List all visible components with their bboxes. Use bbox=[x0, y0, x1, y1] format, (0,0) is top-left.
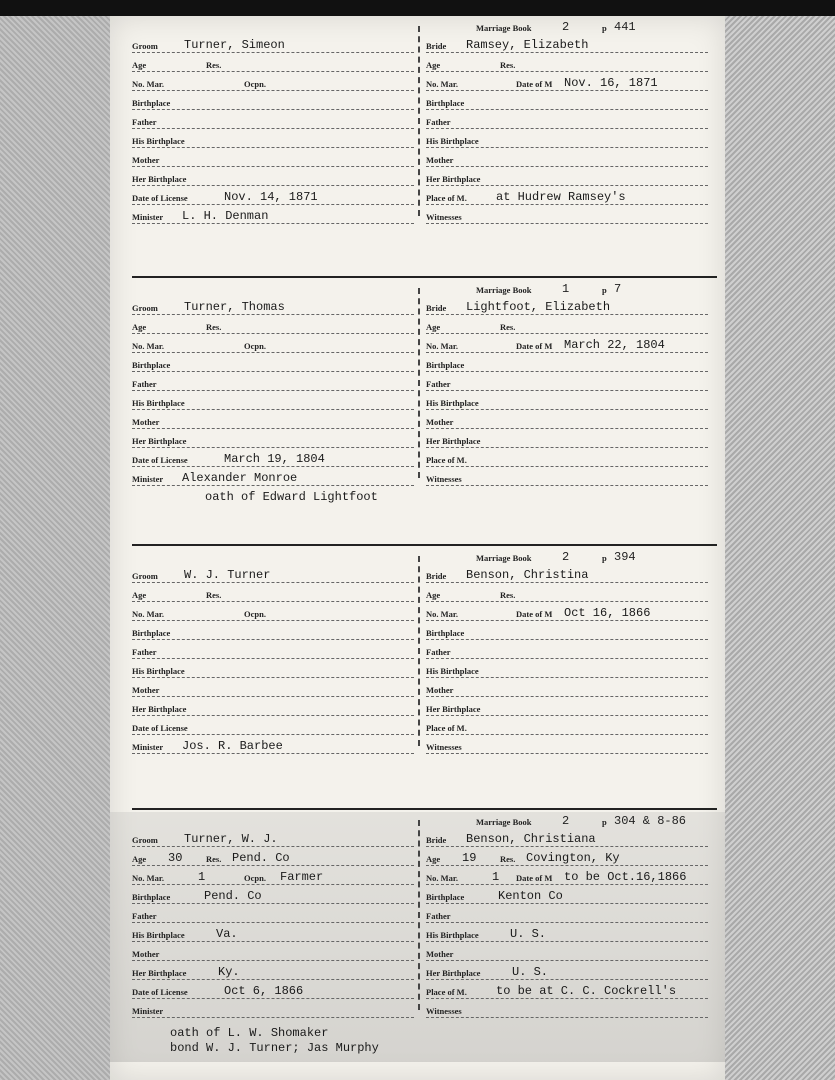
groom-father-label: Father bbox=[132, 117, 157, 127]
bride-column bbox=[426, 548, 708, 754]
groom-res-label: Res. bbox=[206, 322, 222, 332]
bride-father-line bbox=[426, 372, 708, 391]
scan-top-edge bbox=[0, 0, 835, 16]
groom-name-label: Groom bbox=[132, 835, 158, 845]
bride-res-value: Covington, Ky bbox=[526, 851, 620, 865]
bride-name-label: Bride bbox=[426, 41, 447, 51]
groom-father-line bbox=[132, 640, 414, 659]
bride-no-mar-line bbox=[426, 602, 708, 621]
marriage-record bbox=[110, 18, 725, 273]
bride-column bbox=[426, 812, 708, 1018]
groom-his-birthplace-label: His Birthplace bbox=[132, 398, 185, 408]
bride-date-of-m-value: to be Oct.16,1866 bbox=[564, 870, 687, 884]
groom-name-line bbox=[132, 828, 414, 847]
groom-no-mar-label: No. Mar. bbox=[132, 341, 165, 351]
groom-birthplace-line bbox=[132, 353, 414, 372]
groom-ocpn-label: Ocpn. bbox=[244, 341, 266, 351]
bride-his-birthplace-line bbox=[426, 659, 708, 678]
bride-no-mar-label: No. Mar. bbox=[426, 79, 459, 89]
bride-date-of-m-value: Nov. 16, 1871 bbox=[564, 76, 658, 90]
groom-no-mar-value: 1 bbox=[198, 870, 206, 884]
bride-father-line bbox=[426, 110, 708, 129]
bride-date-of-m-label: Date of M bbox=[516, 341, 553, 351]
groom-father-label: Father bbox=[132, 379, 157, 389]
groom-date-of-license-label: Date of License bbox=[132, 455, 188, 465]
bride-age-label: Age bbox=[426, 590, 441, 600]
groom-date-of-license-label: Date of License bbox=[132, 723, 188, 733]
column-divider bbox=[418, 288, 420, 478]
bride-age-line bbox=[426, 315, 708, 334]
marriage-book-label: Marriage Book bbox=[476, 285, 532, 295]
bride-her-birthplace-label: Her Birthplace bbox=[426, 174, 481, 184]
groom-name-line bbox=[132, 564, 414, 583]
bride-birthplace-value: Kenton Co bbox=[498, 889, 563, 903]
bride-witnesses-line bbox=[426, 999, 708, 1018]
bride-witnesses-label: Witnesses bbox=[426, 212, 462, 222]
groom-ocpn-label: Ocpn. bbox=[244, 609, 266, 619]
bride-age-label: Age bbox=[426, 322, 441, 332]
bride-birthplace-line bbox=[426, 885, 708, 904]
bride-birthplace-line bbox=[426, 91, 708, 110]
page-label: p bbox=[602, 817, 607, 827]
bride-no-mar-line bbox=[426, 334, 708, 353]
groom-mother-label: Mother bbox=[132, 949, 160, 959]
bride-name-value: Benson, Christiana bbox=[466, 832, 596, 846]
bride-place-of-m-line bbox=[426, 980, 708, 999]
groom-her-birthplace-label: Her Birthplace bbox=[132, 704, 187, 714]
bride-date-of-m-value: Oct 16, 1866 bbox=[564, 606, 651, 620]
groom-no-mar-line bbox=[132, 602, 414, 621]
bride-birthplace-line bbox=[426, 353, 708, 372]
groom-no-mar-line bbox=[132, 72, 414, 91]
scan-right-margin bbox=[725, 0, 835, 1080]
scan-left-margin bbox=[0, 0, 110, 1080]
record-note: oath of Edward Lightfoot bbox=[205, 490, 378, 504]
bride-mother-line bbox=[426, 942, 708, 961]
marriage-book-value: 2 bbox=[562, 814, 570, 828]
groom-her-birthplace-label: Her Birthplace bbox=[132, 436, 187, 446]
groom-date-of-license-line bbox=[132, 980, 414, 999]
groom-res-label: Res. bbox=[206, 590, 222, 600]
groom-birthplace-line bbox=[132, 885, 414, 904]
marriage-book-label: Marriage Book bbox=[476, 23, 532, 33]
bride-name-line bbox=[426, 34, 708, 53]
bride-her-birthplace-line bbox=[426, 961, 708, 980]
groom-column bbox=[132, 828, 414, 1018]
bride-place-of-m-label: Place of M. bbox=[426, 723, 467, 733]
bride-column bbox=[426, 18, 708, 224]
groom-father-label: Father bbox=[132, 911, 157, 921]
groom-her-birthplace-label: Her Birthplace bbox=[132, 968, 187, 978]
bride-father-line bbox=[426, 904, 708, 923]
bride-place-of-m-value: at Hudrew Ramsey's bbox=[496, 190, 626, 204]
page-value: 304 & 8-86 bbox=[614, 814, 687, 828]
bride-no-mar-label: No. Mar. bbox=[426, 341, 459, 351]
groom-birthplace-line bbox=[132, 621, 414, 640]
groom-his-birthplace-label: His Birthplace bbox=[132, 930, 185, 940]
groom-age-label: Age bbox=[132, 322, 147, 332]
groom-name-label: Groom bbox=[132, 303, 158, 313]
bride-res-label: Res. bbox=[500, 322, 516, 332]
bride-date-of-m-label: Date of M bbox=[516, 609, 553, 619]
bride-his-birthplace-label: His Birthplace bbox=[426, 666, 479, 676]
groom-name-value: Turner, Simeon bbox=[184, 38, 285, 52]
groom-her-birthplace-line bbox=[132, 961, 414, 980]
bride-father-label: Father bbox=[426, 379, 451, 389]
groom-minister-label: Minister bbox=[132, 1006, 164, 1016]
bride-birthplace-line bbox=[426, 621, 708, 640]
bride-father-line bbox=[426, 640, 708, 659]
bride-date-of-m-label: Date of M bbox=[516, 79, 553, 89]
bride-birthplace-label: Birthplace bbox=[426, 360, 465, 370]
groom-date-of-license-value: Nov. 14, 1871 bbox=[224, 190, 318, 204]
bride-birthplace-label: Birthplace bbox=[426, 628, 465, 638]
groom-column bbox=[132, 564, 414, 754]
bride-place-of-m-line bbox=[426, 448, 708, 467]
groom-age-value: 30 bbox=[168, 851, 183, 865]
groom-birthplace-label: Birthplace bbox=[132, 892, 171, 902]
groom-mother-label: Mother bbox=[132, 155, 160, 165]
groom-ocpn-label: Ocpn. bbox=[244, 79, 266, 89]
bride-his-birthplace-label: His Birthplace bbox=[426, 136, 479, 146]
groom-name-value: W. J. Turner bbox=[184, 568, 271, 582]
groom-minister-value: Jos. R. Barbee bbox=[182, 739, 283, 753]
bride-place-of-m-label: Place of M. bbox=[426, 193, 467, 203]
groom-date-of-license-line bbox=[132, 448, 414, 467]
marriage-record bbox=[110, 280, 725, 535]
groom-age-line bbox=[132, 53, 414, 72]
groom-age-label: Age bbox=[132, 854, 147, 864]
groom-age-line bbox=[132, 583, 414, 602]
bride-mother-label: Mother bbox=[426, 155, 454, 165]
groom-no-mar-line bbox=[132, 334, 414, 353]
page-value: 441 bbox=[614, 20, 636, 34]
groom-birthplace-label: Birthplace bbox=[132, 360, 171, 370]
marriage-book-line bbox=[426, 812, 708, 828]
groom-no-mar-label: No. Mar. bbox=[132, 609, 165, 619]
groom-father-line bbox=[132, 372, 414, 391]
marriage-record bbox=[110, 548, 725, 803]
groom-no-mar-line bbox=[132, 866, 414, 885]
page-label: p bbox=[602, 23, 607, 33]
bride-date-of-m-value: March 22, 1804 bbox=[564, 338, 665, 352]
bride-father-label: Father bbox=[426, 647, 451, 657]
groom-age-label: Age bbox=[132, 590, 147, 600]
bride-place-of-m-label: Place of M. bbox=[426, 987, 467, 997]
groom-mother-line bbox=[132, 678, 414, 697]
groom-his-birthplace-label: His Birthplace bbox=[132, 666, 185, 676]
groom-his-birthplace-line bbox=[132, 391, 414, 410]
groom-no-mar-label: No. Mar. bbox=[132, 79, 165, 89]
bride-column bbox=[426, 280, 708, 486]
groom-name-label: Groom bbox=[132, 571, 158, 581]
bride-date-of-m-label: Date of M bbox=[516, 873, 553, 883]
marriage-book-label: Marriage Book bbox=[476, 817, 532, 827]
groom-mother-line bbox=[132, 148, 414, 167]
groom-his-birthplace-value: Va. bbox=[216, 927, 238, 941]
bride-mother-label: Mother bbox=[426, 417, 454, 427]
groom-name-label: Groom bbox=[132, 41, 158, 51]
groom-mother-label: Mother bbox=[132, 417, 160, 427]
bride-age-value: 19 bbox=[462, 851, 477, 865]
bride-name-value: Lightfoot, Elizabeth bbox=[466, 300, 611, 314]
bride-witnesses-label: Witnesses bbox=[426, 474, 462, 484]
bride-father-label: Father bbox=[426, 911, 451, 921]
page-label: p bbox=[602, 553, 607, 563]
bride-res-label: Res. bbox=[500, 60, 516, 70]
bride-witnesses-line bbox=[426, 205, 708, 224]
groom-father-label: Father bbox=[132, 647, 157, 657]
groom-her-birthplace-line bbox=[132, 697, 414, 716]
bride-witnesses-line bbox=[426, 467, 708, 486]
groom-column bbox=[132, 296, 414, 486]
bride-her-birthplace-value: U. S. bbox=[512, 965, 549, 979]
bride-mother-label: Mother bbox=[426, 685, 454, 695]
marriage-book-value: 1 bbox=[562, 282, 570, 296]
bride-birthplace-label: Birthplace bbox=[426, 98, 465, 108]
bride-name-label: Bride bbox=[426, 571, 447, 581]
bride-her-birthplace-line bbox=[426, 697, 708, 716]
groom-minister-line bbox=[132, 205, 414, 224]
bride-no-mar-label: No. Mar. bbox=[426, 609, 459, 619]
groom-birthplace-line bbox=[132, 91, 414, 110]
bride-place-of-m-line bbox=[426, 186, 708, 205]
marriage-book-label: Marriage Book bbox=[476, 553, 532, 563]
bride-witnesses-label: Witnesses bbox=[426, 742, 462, 752]
groom-birthplace-label: Birthplace bbox=[132, 98, 171, 108]
marriage-book-line bbox=[426, 548, 708, 564]
bride-no-mar-label: No. Mar. bbox=[426, 873, 459, 883]
column-divider bbox=[418, 26, 420, 216]
groom-father-line bbox=[132, 904, 414, 923]
bride-name-line bbox=[426, 564, 708, 583]
marriage-book-value: 2 bbox=[562, 550, 570, 564]
bride-name-line bbox=[426, 296, 708, 315]
bride-her-birthplace-label: Her Birthplace bbox=[426, 704, 481, 714]
bride-his-birthplace-label: His Birthplace bbox=[426, 398, 479, 408]
groom-mother-line bbox=[132, 942, 414, 961]
groom-date-of-license-value: March 19, 1804 bbox=[224, 452, 325, 466]
record-note: oath of L. W. Shomaker bbox=[170, 1026, 329, 1040]
groom-date-of-license-line bbox=[132, 186, 414, 205]
bride-age-line bbox=[426, 583, 708, 602]
groom-res-value: Pend. Co bbox=[232, 851, 290, 865]
groom-name-line bbox=[132, 34, 414, 53]
groom-date-of-license-label: Date of License bbox=[132, 193, 188, 203]
bride-his-birthplace-line bbox=[426, 391, 708, 410]
groom-ocpn-label: Ocpn. bbox=[244, 873, 266, 883]
bride-father-label: Father bbox=[426, 117, 451, 127]
bride-mother-line bbox=[426, 148, 708, 167]
bride-her-birthplace-label: Her Birthplace bbox=[426, 436, 481, 446]
groom-minister-value: Alexander Monroe bbox=[182, 471, 298, 485]
marriage-book-value: 2 bbox=[562, 20, 570, 34]
bride-name-value: Benson, Christina bbox=[466, 568, 589, 582]
groom-minister-line bbox=[132, 467, 414, 486]
bride-her-birthplace-label: Her Birthplace bbox=[426, 968, 481, 978]
bride-witnesses-label: Witnesses bbox=[426, 1006, 462, 1016]
bride-place-of-m-value: to be at C. C. Cockrell's bbox=[496, 984, 677, 998]
bride-age-label: Age bbox=[426, 60, 441, 70]
groom-minister-label: Minister bbox=[132, 474, 164, 484]
bride-his-birthplace-label: His Birthplace bbox=[426, 930, 479, 940]
groom-his-birthplace-line bbox=[132, 923, 414, 942]
groom-her-birthplace-line bbox=[132, 167, 414, 186]
groom-res-label: Res. bbox=[206, 60, 222, 70]
groom-his-birthplace-line bbox=[132, 129, 414, 148]
page-label: p bbox=[602, 285, 607, 295]
bride-name-value: Ramsey, Elizabeth bbox=[466, 38, 589, 52]
groom-minister-label: Minister bbox=[132, 212, 164, 222]
groom-name-value: Turner, Thomas bbox=[184, 300, 285, 314]
bride-name-line bbox=[426, 828, 708, 847]
bride-his-birthplace-line bbox=[426, 129, 708, 148]
bride-res-label: Res. bbox=[500, 854, 516, 864]
groom-no-mar-label: No. Mar. bbox=[132, 873, 165, 883]
groom-age-label: Age bbox=[132, 60, 147, 70]
marriage-book-line bbox=[426, 280, 708, 296]
bride-her-birthplace-line bbox=[426, 429, 708, 448]
groom-minister-line bbox=[132, 999, 414, 1018]
bride-res-label: Res. bbox=[500, 590, 516, 600]
groom-date-of-license-line bbox=[132, 716, 414, 735]
bride-mother-line bbox=[426, 678, 708, 697]
record-separator bbox=[132, 276, 717, 278]
page-value: 394 bbox=[614, 550, 636, 564]
column-divider bbox=[418, 556, 420, 746]
bride-witnesses-line bbox=[426, 735, 708, 754]
bride-no-mar-line bbox=[426, 866, 708, 885]
groom-mother-line bbox=[132, 410, 414, 429]
groom-age-line bbox=[132, 847, 414, 866]
bride-no-mar-line bbox=[426, 72, 708, 91]
bride-no-mar-value: 1 bbox=[492, 870, 500, 884]
record-note: bond W. J. Turner; Jas Murphy bbox=[170, 1041, 379, 1055]
bride-name-label: Bride bbox=[426, 835, 447, 845]
groom-birthplace-value: Pend. Co bbox=[204, 889, 262, 903]
groom-her-birthplace-label: Her Birthplace bbox=[132, 174, 187, 184]
groom-minister-line bbox=[132, 735, 414, 754]
bride-age-line bbox=[426, 53, 708, 72]
groom-res-label: Res. bbox=[206, 854, 222, 864]
groom-date-of-license-value: Oct 6, 1866 bbox=[224, 984, 304, 998]
groom-name-value: Turner, W. J. bbox=[184, 832, 278, 846]
groom-his-birthplace-line bbox=[132, 659, 414, 678]
groom-age-line bbox=[132, 315, 414, 334]
bride-his-birthplace-line bbox=[426, 923, 708, 942]
groom-mother-label: Mother bbox=[132, 685, 160, 695]
bride-his-birthplace-value: U. S. bbox=[510, 927, 547, 941]
bride-mother-line bbox=[426, 410, 708, 429]
column-divider bbox=[418, 820, 420, 1010]
bride-place-of-m-label: Place of M. bbox=[426, 455, 467, 465]
bride-mother-label: Mother bbox=[426, 949, 454, 959]
groom-name-line bbox=[132, 296, 414, 315]
groom-ocpn-value: Farmer bbox=[280, 870, 324, 884]
groom-her-birthplace-value: Ky. bbox=[218, 965, 240, 979]
groom-column bbox=[132, 34, 414, 224]
bride-birthplace-label: Birthplace bbox=[426, 892, 465, 902]
groom-her-birthplace-line bbox=[132, 429, 414, 448]
groom-birthplace-label: Birthplace bbox=[132, 628, 171, 638]
bride-age-label: Age bbox=[426, 854, 441, 864]
bride-her-birthplace-line bbox=[426, 167, 708, 186]
groom-his-birthplace-label: His Birthplace bbox=[132, 136, 185, 146]
bride-age-line bbox=[426, 847, 708, 866]
groom-minister-value: L. H. Denman bbox=[182, 209, 269, 223]
groom-date-of-license-label: Date of License bbox=[132, 987, 188, 997]
marriage-book-line bbox=[426, 18, 708, 34]
record-separator bbox=[132, 544, 717, 546]
record-separator bbox=[132, 808, 717, 810]
marriage-record bbox=[110, 812, 725, 1062]
bride-place-of-m-line bbox=[426, 716, 708, 735]
groom-father-line bbox=[132, 110, 414, 129]
groom-minister-label: Minister bbox=[132, 742, 164, 752]
page-value: 7 bbox=[614, 282, 622, 296]
bride-name-label: Bride bbox=[426, 303, 447, 313]
